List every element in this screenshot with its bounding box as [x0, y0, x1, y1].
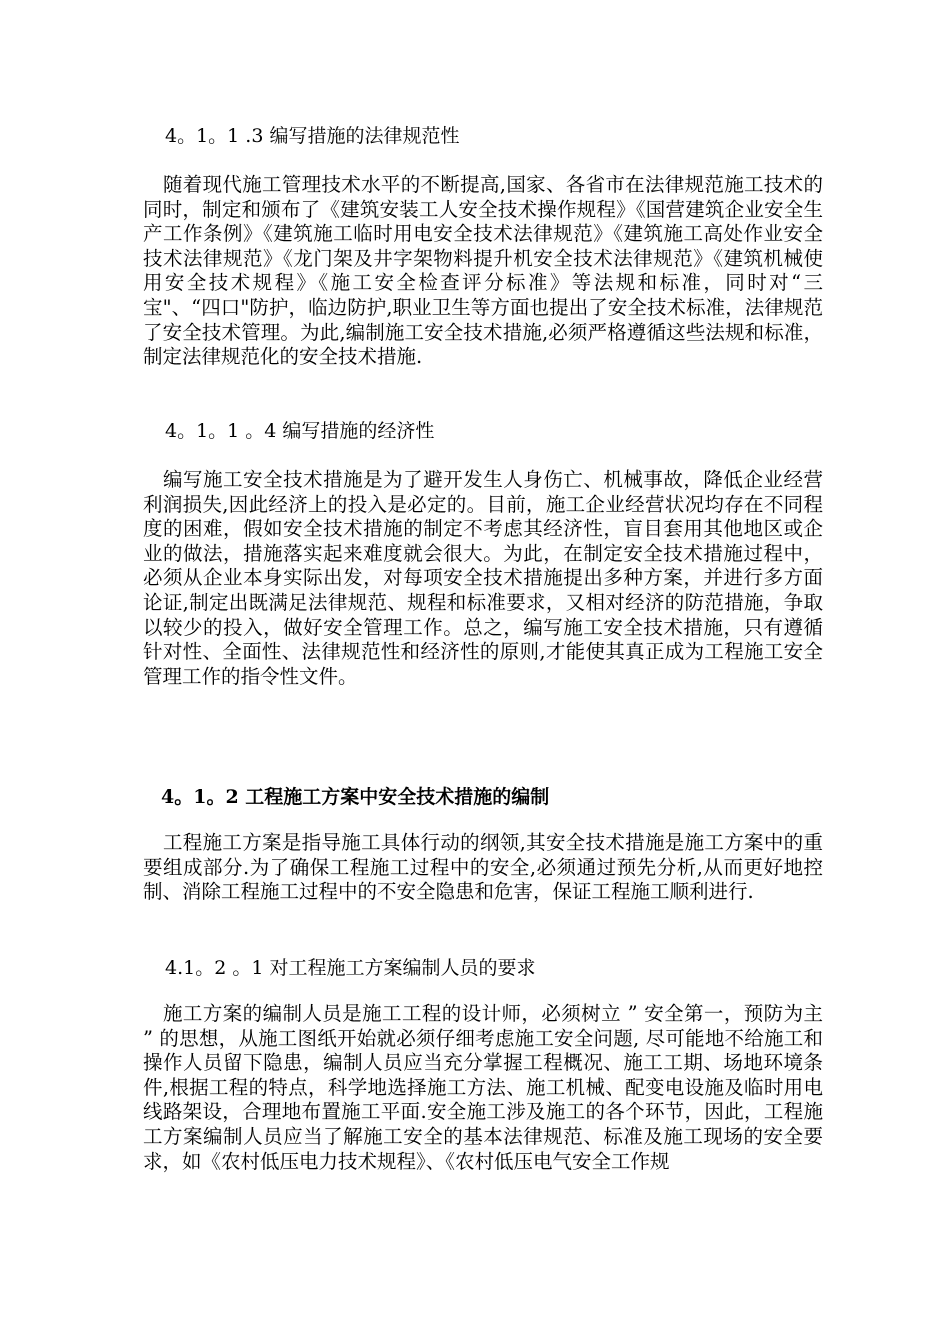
section-paragraph-4: 施工方案的编制人员是施工工程的设计师，必须树立 ” 安全第一，预防为主 ” 的思想，从施工图纸开始就必须仔细考虑施工安全问题, 尽可能地不给施工和操作人员留下隐患，编制人员应当充分掌握工程概况、施工工期、场地环境条件,根据工程的特点，科学地选择施工方法、施工机械、配变电设施及临时用电线路架设，合理地布置施工平面.安全施工涉及施工的各个环节，因此，工程施工方案编制人员应当了解施工安全的基本法律规范、标准及施工现场的安全要求，如《农村低压电力技术规程》、《农村低压电气安全工作规: [143, 1002, 823, 1173]
section-heading-2: 4。1。1 。4 编写措施的经济性: [165, 420, 435, 442]
section-paragraph-2: 编写施工安全技术措施是为了避开发生人身伤亡、机械事故，降低企业经营利润损失,因此经济上的投入是必定的。目前，施工企业经营状况均存在不同程度的困难，假如安全技术措施的制定不考虑其经济性，盲目套用其他地区或企业的做法，措施落实起来难度就会很大。为此，在制定安全技术措施过程中，必须从企业本身实际出发，对每项安全技术措施提出多种方案，并进行多方面论证,制定出既满足法律规范、规程和标准要求，又相对经济的防范措施，争取以较少的投入，做好安全管理工作。总之，编写施工安全技术措施，只有遵循针对性、全面性、法律规范性和经济性的原则,才能使其真正成为工程施工安全管理工作的指令性文件。: [143, 468, 823, 688]
section-paragraph-3: 工程施工方案是指导施工具体行动的纲领,其安全技术措施是施工方案中的重要组成部分.为了确保工程施工过程中的安全,必须通过预先分析,从而更好地控制、消除工程施工过程中的不安全隐患和危害，保证工程施工顺利进行.: [143, 831, 823, 904]
section-heading-1: 4。1。1 .3 编写措施的法律规范性: [165, 125, 460, 147]
section-heading-3: 4。1。2 工程施工方案中安全技术措施的编制: [161, 786, 550, 808]
section-paragraph-1: 随着现代施工管理技术水平的不断提高,国家、各省市在法律规范施工技术的同时，制定和颁布了《建筑安装工人安全技术操作规程》《国营建筑企业安全生产工作条例》《建筑施工临时用电安全技术法律规范》《建筑施工高处作业安全技术法律规范》《龙门架及井字架物料提升机安全技术法律规范》《建筑机械使用安全技术规程》《施工安全检查评分标准》等法规和标准，同时对“三宝"、“四口"防护，临边防护,职业卫生等方面也提出了安全技术标准，法律规范了安全技术管理。为此,编制施工安全技术措施,必须严格遵循这些法规和标准，制定法律规范化的安全技术措施.: [143, 173, 823, 369]
section-heading-4: 4.1。2 。1 对工程施工方案编制人员的要求: [165, 957, 536, 979]
